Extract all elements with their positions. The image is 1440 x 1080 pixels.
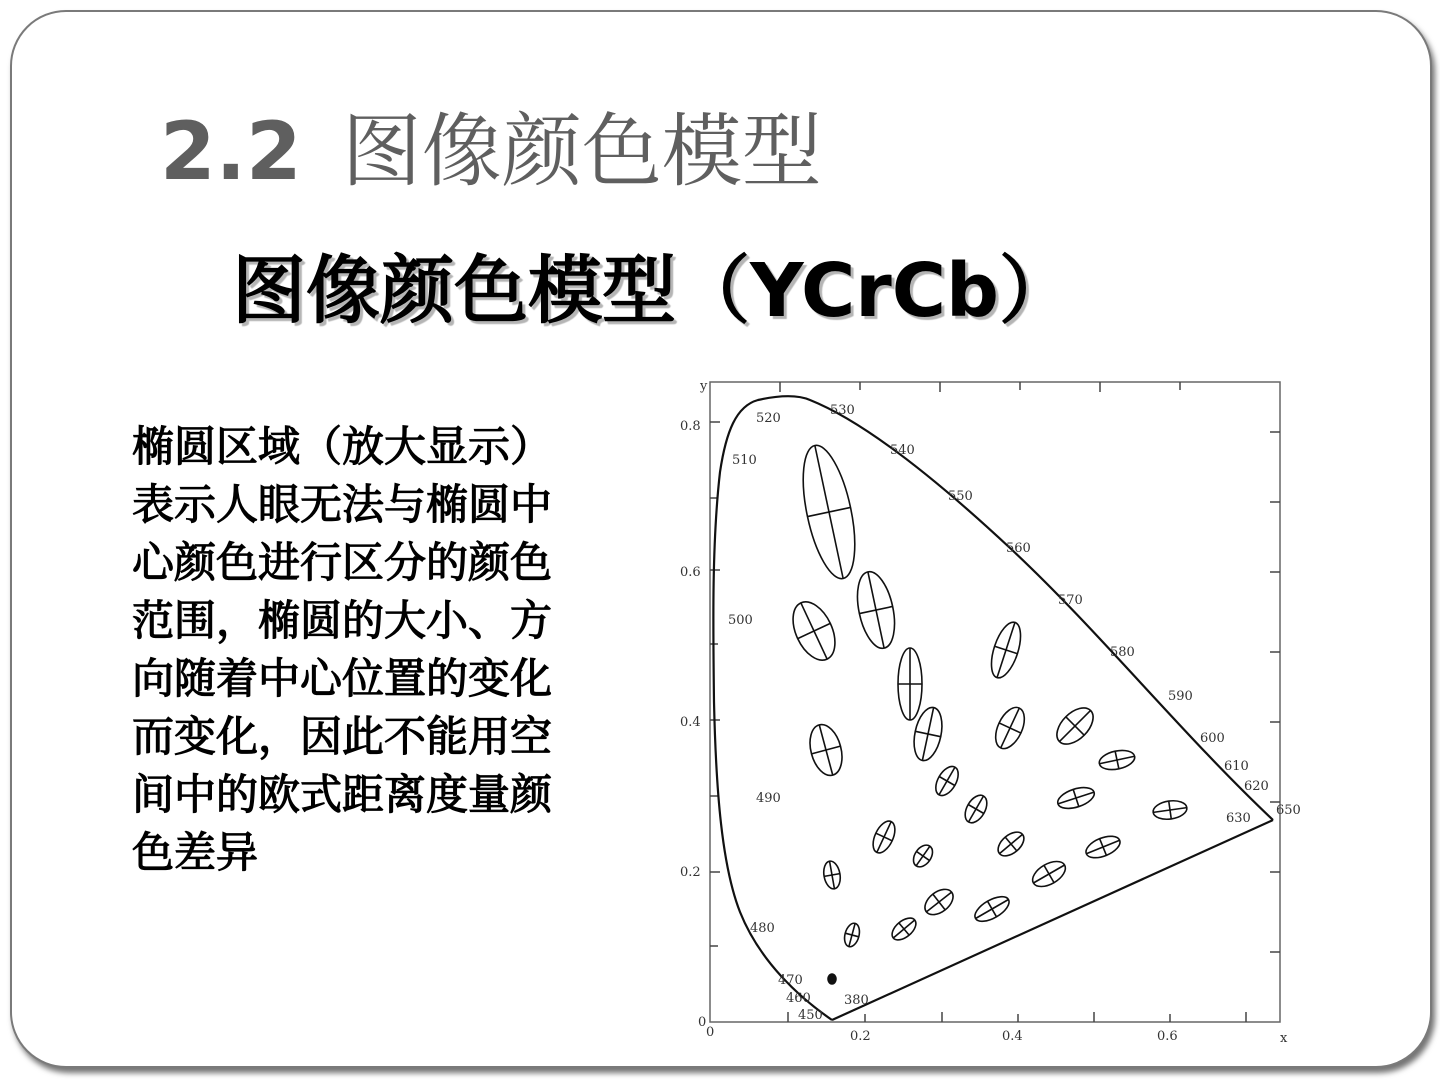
x-tick-label: 0.2	[850, 1029, 871, 1044]
ellipse	[1083, 832, 1123, 862]
wavelength-label: 570	[1058, 593, 1083, 608]
ellipse	[1098, 747, 1137, 772]
ellipse	[994, 827, 1029, 860]
axis-text	[680, 379, 1288, 1046]
body-text: 椭圆区域（放大显示）表示人眼无法与椭圆中心颜色进行区分的颜色范围，椭圆的大小、方向随着中心位置的变化而变化，因此不能用空间中的欧式距离度量颜色差异	[132, 422, 553, 877]
plot-frame	[710, 382, 1280, 1022]
y-tick-label: 0.8	[680, 419, 701, 434]
ellipse	[961, 792, 992, 827]
ellipse	[971, 892, 1013, 927]
wavelength-labels	[728, 403, 1301, 1023]
ellipse	[986, 619, 1027, 682]
ellipse	[828, 974, 836, 984]
tick-marks	[710, 382, 1280, 1022]
line-of-purples	[832, 820, 1273, 1020]
wavelength-label: 580	[1110, 645, 1135, 660]
ellipse	[931, 763, 963, 800]
wavelength-label: 590	[1168, 689, 1193, 704]
wavelength-label: 480	[750, 921, 775, 936]
ellipse	[793, 441, 864, 583]
ellipse	[822, 860, 843, 890]
ellipse	[920, 884, 958, 919]
wavelength-label: 550	[948, 489, 973, 504]
y-axis-letter: y	[700, 379, 708, 394]
ellipse	[910, 842, 937, 871]
ellipse	[990, 703, 1030, 753]
wavelength-label: 560	[1006, 541, 1031, 556]
ellipse	[910, 705, 947, 763]
ellipse	[1028, 856, 1069, 891]
x-tick-label: 0.4	[1002, 1029, 1023, 1044]
slide-subtitle: 图像颜色模型（YCrCb）	[232, 248, 1074, 334]
wavelength-label: 460	[786, 991, 811, 1006]
ellipse	[1152, 799, 1188, 822]
wavelength-label: 610	[1224, 759, 1249, 774]
wavelength-label: 450	[798, 1008, 823, 1023]
wavelength-label: 600	[1200, 731, 1225, 746]
spectral-locus	[713, 396, 1273, 1020]
x-tick-label: 0	[706, 1025, 715, 1040]
wavelength-label: 650	[1276, 803, 1301, 818]
y-tick-label: 0.6	[680, 565, 701, 580]
page-title	[160, 105, 822, 198]
wavelength-label: 530	[830, 403, 855, 418]
title-number: 2.2	[160, 105, 302, 198]
wavelength-label: 380	[844, 993, 869, 1008]
wavelength-label: 470	[778, 973, 803, 988]
ellipse	[805, 721, 847, 779]
ellipse	[851, 568, 900, 651]
wavelength-label: 490	[756, 791, 781, 806]
ellipse	[842, 922, 862, 949]
wavelength-label: 620	[1244, 779, 1269, 794]
wavelength-label: 520	[756, 411, 781, 426]
wavelength-label: 500	[728, 613, 753, 628]
title-text: 图像颜色模型	[341, 105, 822, 198]
ellipse	[1055, 784, 1097, 813]
wavelength-label: 540	[890, 443, 915, 458]
ellipse	[785, 595, 844, 666]
y-tick-label: 0	[698, 1015, 707, 1030]
ellipse	[898, 648, 922, 720]
x-tick-label: 0.6	[1157, 1029, 1178, 1044]
y-tick-label: 0.4	[680, 715, 701, 730]
wavelength-label: 510	[732, 453, 757, 468]
x-axis-letter: x	[1280, 1031, 1288, 1046]
wavelength-label: 630	[1226, 811, 1251, 826]
y-tick-label: 0.2	[680, 865, 701, 880]
ellipse	[1050, 701, 1099, 750]
ellipse	[888, 914, 920, 944]
macadam-ellipse-diagram	[680, 372, 1320, 1052]
ellipse	[869, 818, 900, 856]
